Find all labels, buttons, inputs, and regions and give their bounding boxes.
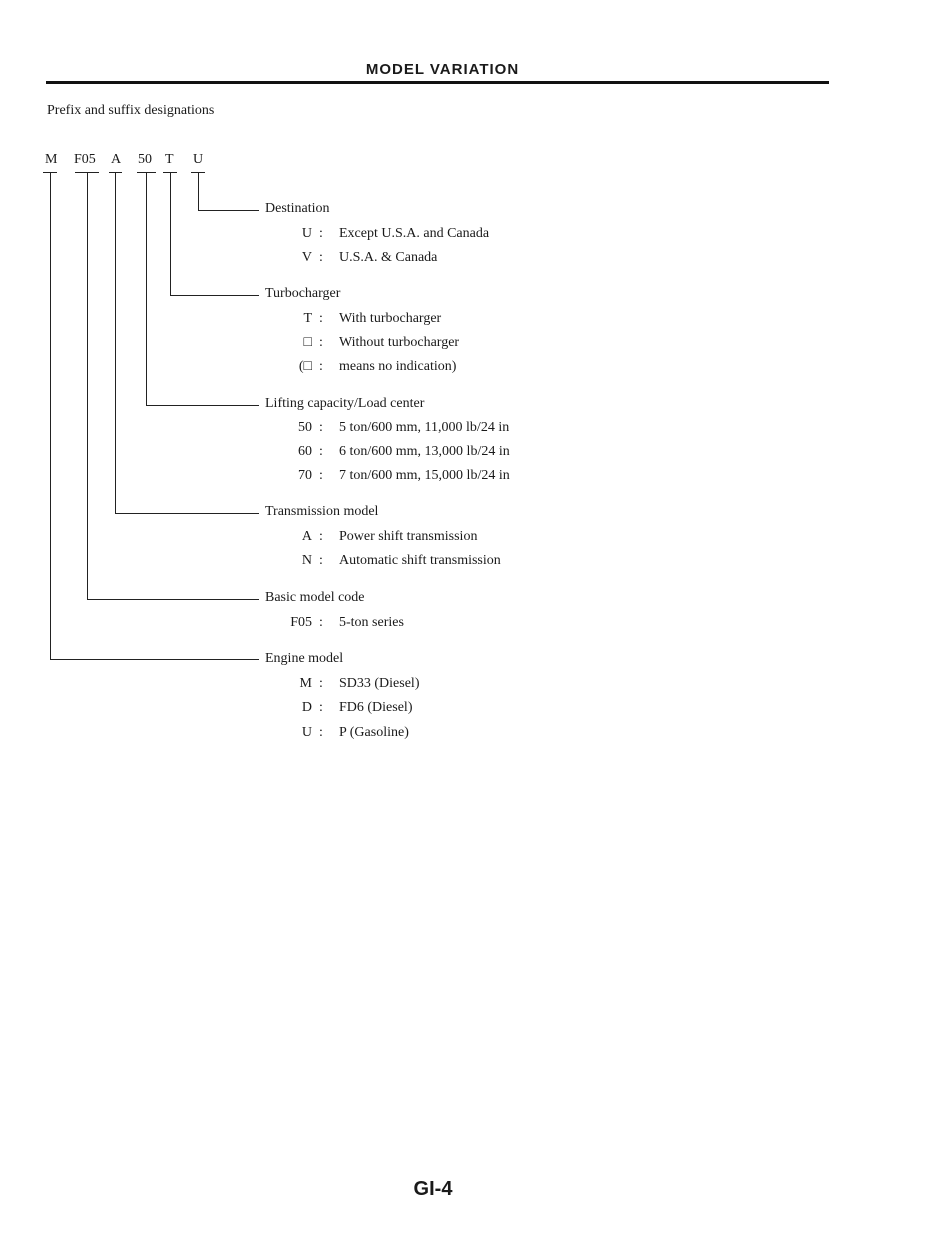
colon: : (319, 529, 323, 544)
section-title-lifting: Lifting capacity/Load center (265, 396, 425, 411)
item-desc: Power shift transmission (339, 529, 478, 544)
item-code: F05 (290, 615, 312, 630)
section-title-turbocharger: Turbocharger (265, 286, 341, 301)
item-code: U (301, 725, 312, 740)
item-code: D (301, 700, 312, 715)
item-desc: U.S.A. & Canada (339, 250, 438, 265)
item-code: 60 (298, 444, 312, 459)
connector-destination-v (198, 172, 199, 210)
colon: : (319, 444, 323, 459)
connector-basic-v (87, 172, 88, 599)
colon: : (319, 335, 323, 350)
connector-destination-h (198, 210, 259, 211)
item-code: □ (303, 335, 312, 350)
item-code: T (303, 311, 312, 326)
connector-turbo-h (170, 295, 259, 296)
code-part-transmission: A (111, 152, 122, 167)
code-part-destination: U (193, 152, 204, 167)
item-code: 50 (298, 420, 312, 435)
colon: : (319, 359, 323, 374)
item-code: A (301, 529, 312, 544)
colon: : (319, 700, 323, 715)
page-number: GI-4 (413, 1178, 453, 1200)
colon: : (319, 226, 323, 241)
item-desc: Except U.S.A. and Canada (339, 226, 490, 241)
item-code: U (301, 226, 312, 241)
connector-basic-h (87, 599, 259, 600)
colon: : (319, 250, 323, 265)
item-code: M (299, 676, 312, 691)
section-title-destination: Destination (265, 201, 330, 216)
section-title-basic-model: Basic model code (265, 590, 365, 605)
item-desc: 5 ton/600 mm, 11,000 lb/24 in (339, 420, 510, 435)
item-desc: 7 ton/600 mm, 15,000 lb/24 in (339, 468, 510, 483)
page-title: MODEL VARIATION (365, 61, 520, 78)
colon: : (319, 725, 323, 740)
item-code: V (301, 250, 312, 265)
connector-engine-h (50, 659, 259, 660)
item-desc: Without turbocharger (339, 335, 460, 350)
code-part-turbo: T (165, 152, 174, 167)
item-desc: 5-ton series (339, 615, 404, 630)
item-desc: FD6 (Diesel) (339, 700, 413, 715)
colon: : (319, 420, 323, 435)
item-code: (□ (298, 359, 312, 374)
item-code: N (301, 553, 312, 568)
code-part-engine: M (45, 152, 58, 167)
item-desc: means no indication) (339, 359, 457, 374)
item-desc: 6 ton/600 mm, 13,000 lb/24 in (339, 444, 510, 459)
colon: : (319, 615, 323, 630)
subtitle: Prefix and suffix designations (47, 103, 215, 118)
code-part-basic: F05 (74, 152, 96, 167)
item-desc: Automatic shift transmission (339, 553, 501, 568)
code-part-lifting: 50 (138, 152, 152, 167)
connector-transmission-h (115, 513, 259, 514)
connector-lifting-v (146, 172, 147, 405)
item-desc: SD33 (Diesel) (339, 676, 420, 691)
connector-turbo-v (170, 172, 171, 295)
section-title-transmission: Transmission model (265, 504, 379, 519)
colon: : (319, 468, 323, 483)
colon: : (319, 553, 323, 568)
connector-transmission-v (115, 172, 116, 513)
item-desc: With turbocharger (339, 311, 442, 326)
connector-lifting-h (146, 405, 259, 406)
colon: : (319, 676, 323, 691)
colon: : (319, 311, 323, 326)
connector-engine-v (50, 172, 51, 659)
item-desc: P (Gasoline) (339, 725, 409, 740)
header-rule (46, 81, 829, 84)
item-code: 70 (298, 468, 312, 483)
section-title-engine: Engine model (265, 651, 344, 666)
